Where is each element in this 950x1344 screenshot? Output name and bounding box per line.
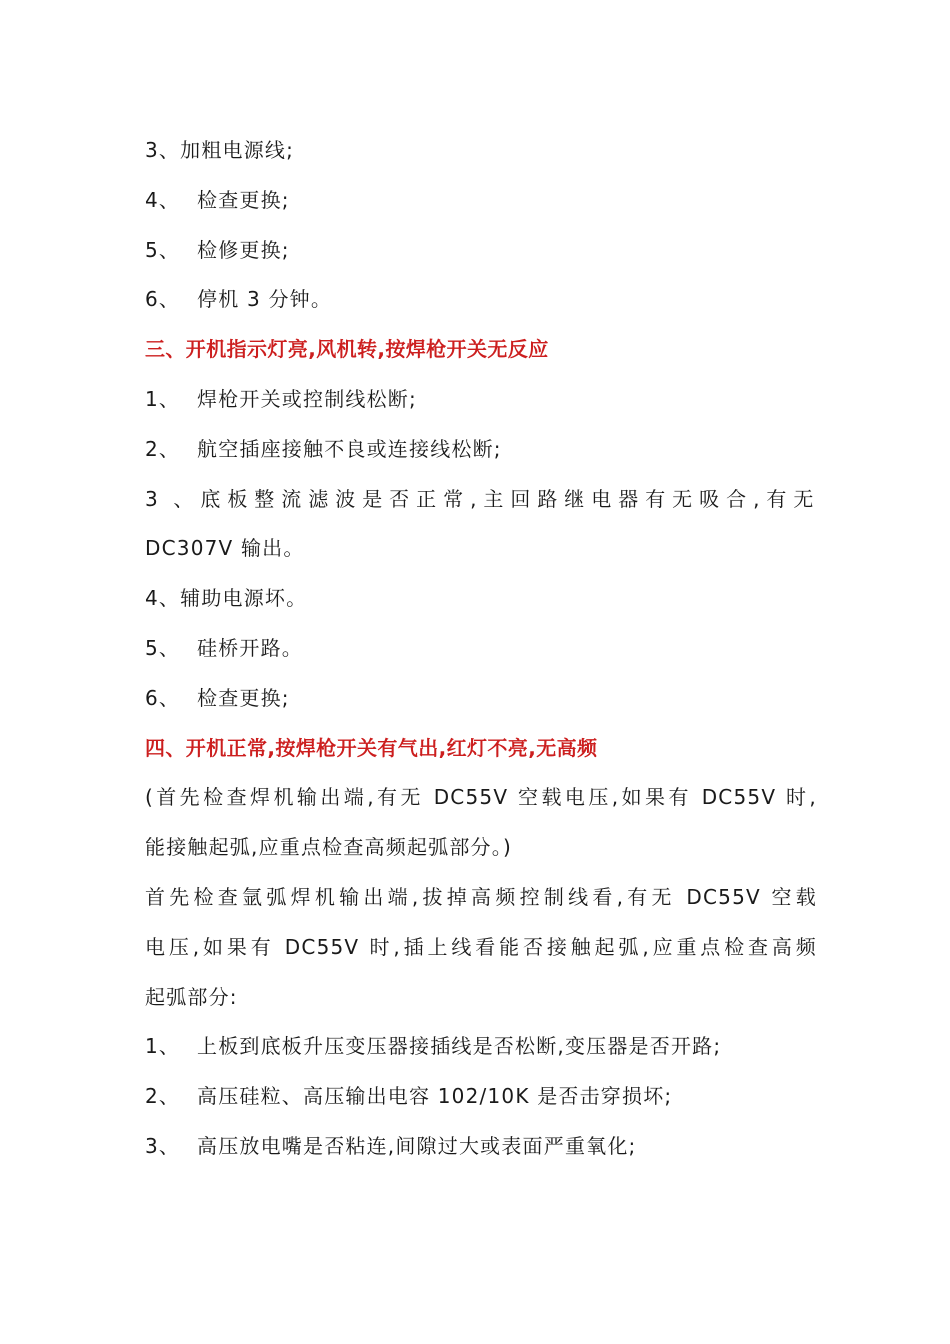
section-3-heading: 三、开机指示灯亮,风机转,按焊枪开关无反应 xyxy=(145,337,549,362)
section-4-heading: 四、开机正常,按焊枪开关有气出,红灯不亮,无高频 xyxy=(145,735,598,760)
list-item xyxy=(145,674,817,724)
list-item xyxy=(145,425,817,475)
item-text: 航空插座接触不良或连接线松断; xyxy=(197,436,502,461)
list-item-continuation: DC307V 输出。 xyxy=(145,536,305,561)
list-item xyxy=(145,1072,817,1122)
item-number: 3、 xyxy=(145,1133,181,1158)
item-text: 高压硅粒、高压输出电容 102/10K 是否击穿损坏; xyxy=(197,1084,673,1109)
item-number: 4、 xyxy=(145,187,181,212)
note-paragraph-line: 能接触起弧,应重点检查高频起弧部分。) xyxy=(145,835,512,860)
list-item xyxy=(145,226,817,276)
item-number: 1、 xyxy=(145,386,181,411)
item-text: 底板整流滤波是否正常,主回路继电器有无吸合,有无 xyxy=(197,486,817,511)
item-number: 3、 xyxy=(145,138,181,162)
item-number: 4、 xyxy=(145,586,181,611)
list-item xyxy=(145,1022,817,1072)
note-paragraph-line: (首先检查焊机输出端,有无 DC55V 空载电压,如果有 DC55V 时, xyxy=(145,785,817,810)
item-text: 硅桥开路。 xyxy=(197,635,303,660)
item-number: 6、 xyxy=(145,287,181,312)
list-item xyxy=(145,574,817,624)
item-number: 2、 xyxy=(145,1084,181,1109)
list-item xyxy=(145,176,817,226)
item-text: 检查更换; xyxy=(197,685,290,710)
item-number: 5、 xyxy=(145,237,181,262)
list-item xyxy=(145,126,817,176)
item-number: 2、 xyxy=(145,436,181,461)
body-paragraph-line: 起弧部分: xyxy=(145,984,238,1009)
list-item xyxy=(145,1122,817,1172)
list-item xyxy=(145,475,817,525)
document-body xyxy=(145,126,817,1172)
item-number: 1、 xyxy=(145,1034,181,1059)
item-text: 上板到底板升压变压器接插线是否松断,变压器是否开路; xyxy=(197,1034,722,1059)
item-text: 检修更换; xyxy=(197,237,290,262)
item-text: 焊枪开关或控制线松断; xyxy=(197,386,417,411)
body-paragraph-line: 电压,如果有 DC55V 时,插上线看能否接触起弧,应重点检查高频 xyxy=(145,934,817,959)
body-paragraph-line: 首先检查氩弧焊机输出端,拔掉高频控制线看,有无 DC55V 空载 xyxy=(145,884,817,909)
list-item xyxy=(145,375,817,425)
item-number: 3、 xyxy=(145,486,197,511)
list-item xyxy=(145,275,817,325)
item-number: 5、 xyxy=(145,635,181,660)
item-text: 检查更换; xyxy=(197,187,290,212)
item-text: 加粗电源线; xyxy=(180,138,295,162)
item-text: 停机 3 分钟。 xyxy=(197,287,333,312)
item-text: 高压放电嘴是否粘连,间隙过大或表面严重氧化; xyxy=(197,1133,637,1158)
item-number: 6、 xyxy=(145,685,181,710)
item-text: 辅助电源坏。 xyxy=(180,586,308,611)
list-item xyxy=(145,624,817,674)
